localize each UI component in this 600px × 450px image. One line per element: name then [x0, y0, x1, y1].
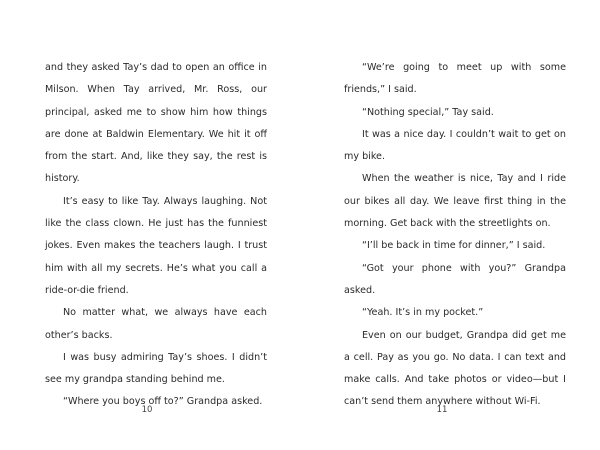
paragraph: “We’re going to meet up with some friends,” I said. [344, 62, 566, 96]
right-page [300, 0, 600, 450]
paragraph: Even on our budget, Grandpa did get me a cell. Pay as you go. No data. I can text and make calls. And take photos or video—but I can’t send them anywhere without Wi-Fi. [344, 329, 566, 408]
page-number: 10 [141, 405, 153, 415]
paragraph: “Got your phone with you?” Grandpa asked. [344, 262, 566, 296]
paragraph: and they asked Tay’s dad to open an office in Milson. When Tay arrived, Mr. Ross, our principal, asked me to show him how things are done at Baldwin Elementary. We hit it off from the start. And, like they say, the rest is history. [45, 62, 267, 185]
paragraph: “I’ll be back in time for dinner,” I said. [362, 240, 546, 252]
paragraph: “Yeah. It’s in my pocket.” [362, 307, 484, 319]
page-number: 11 [436, 405, 448, 415]
left-page-text [45, 57, 267, 414]
paragraph: It was a nice day. I couldn’t wait to get on my bike. [344, 128, 566, 163]
paragraph: “Where you boys off to?” Grandpa asked. [63, 396, 263, 408]
paragraph: No matter what, we always have each other’s backs. [45, 307, 267, 341]
paragraph: I was busy admiring Tay’s shoes. I didn’t see my grandpa standing behind me. [45, 351, 267, 386]
paragraph: It’s easy to like Tay. Always laughing. Not like the class clown. He just has the funniest jokes. Even makes the teachers laugh. I trust him with all my secrets. He’s what you call a ride-or-die friend. [45, 195, 267, 296]
paragraph: “Nothing special,” Tay said. [362, 106, 494, 118]
paragraph: When the weather is nice, Tay and I ride our bikes all day. We leave first thing in the morning. Get back with the streetlights on. [344, 173, 566, 230]
right-page-text [344, 57, 566, 414]
